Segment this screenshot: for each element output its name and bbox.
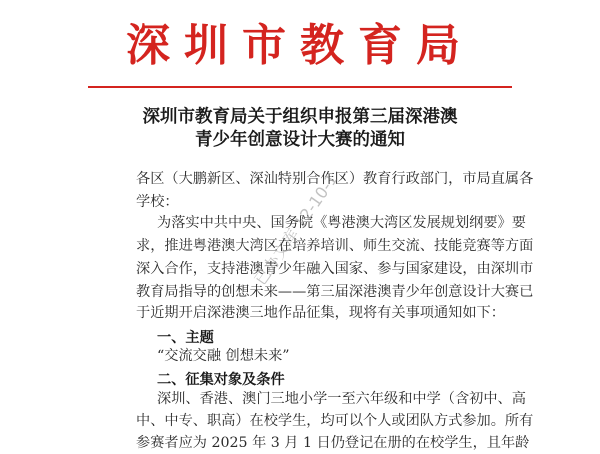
theme-slogan: “交流交融 创想未来” (157, 348, 290, 364)
paragraph-1-line-2: 求，推进粤港澳大湾区在培养培训、师生交流、技能竞赛等方面 (136, 238, 534, 254)
paragraph-2-line-1: 深圳、香港、澳门三地小学一至六年级和中学（含初中、高 (157, 391, 526, 407)
salutation-line: 各区（大鹏新区、深汕特别合作区）教育行政部门，市局直属各 (136, 171, 534, 187)
notice-title-line-1: 深圳市教育局关于组织申报第三届深港澳 (142, 107, 458, 127)
faint-watermark: 已办文库 12-10-1 (250, 169, 342, 289)
paragraph-1-line-5: 于近期开启深港澳三地作品征集，现将有关事项通知如下： (136, 305, 505, 321)
issuer-masthead: 深圳市教育局 (126, 20, 474, 71)
red-divider-line (88, 86, 512, 88)
section-heading-eligibility: 二、征集对象及条件 (157, 372, 285, 388)
paragraph-2-line-3: 参赛者应为 2025 年 3 月 1 日仍登记在册的在校学生，且年龄 (136, 435, 530, 451)
paragraph-2-line-2: 中、中专、职高）在校学生，均可以个人或团队方式参加。所有 (136, 413, 534, 429)
salutation-continuation: 学校： (136, 194, 179, 210)
paragraph-1-line-1: 为落实中共中央、国务院《粤港澳大湾区发展规划纲要》要 (157, 215, 526, 231)
section-heading-theme: 一、主题 (157, 330, 214, 346)
paragraph-1-line-4: 教育局指导的创想未来——第三届深港澳青少年创意设计大赛已 (136, 284, 534, 300)
notice-title-line-2: 青少年创意设计大赛的通知 (195, 130, 405, 150)
paragraph-1-line-3: 深入合作，支持港澳青少年融入国家、参与国家建设，由深圳市 (136, 261, 534, 277)
